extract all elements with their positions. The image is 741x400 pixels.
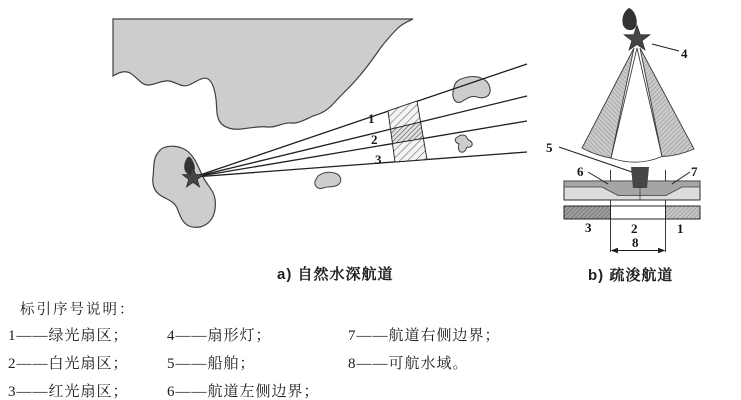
legend-item-red-sector: 3——红光扇区； [8,384,129,400]
label-6: 6 [577,164,584,179]
legend-item-sector-light: 4——扇形灯； [167,328,272,344]
label-sector-3: 3 [375,152,382,167]
legend-title: 标引序号说明： [20,302,136,318]
label-sector-1: 1 [368,111,375,126]
strip-white-sector [611,206,666,219]
label-8: 8 [632,235,639,250]
islet-shape [455,135,472,152]
label-strip-3: 3 [585,220,592,235]
legend-item-ship: 5——船舶； [167,356,256,372]
strip-red-sector [564,206,611,219]
legend-item-navigable-water: 8——可航水域。 [348,356,469,372]
legend-item-green-sector: 1——绿光扇区； [8,328,129,344]
label-strip-2: 2 [631,221,638,236]
ship-icon [631,167,649,188]
label-4: 4 [681,46,688,61]
strip-green-sector [666,206,701,219]
diagram-a-natural-channel [113,19,527,227]
label-sector-2: 2 [371,132,378,147]
label-strip-1: 1 [677,221,684,236]
caption-diagram-b: b) 疏浚航道 [588,267,674,284]
channel-band [388,101,427,162]
legend-item-left-boundary: 6——航道左侧边界； [167,384,320,400]
label-7: 7 [691,164,698,179]
leader-4 [652,44,679,51]
lighthouse-islet-shape [153,146,216,227]
legend-item-white-sector: 2——白光扇区； [8,356,129,372]
islet-shape [315,172,341,188]
diagram-b-dredged-channel [546,8,700,253]
legend-item-right-boundary: 7——航道右侧边界； [348,328,501,344]
label-5: 5 [546,140,553,155]
light-flame-icon [622,8,636,30]
caption-diagram-a: a) 自然水深航道 [277,266,394,283]
island-shape [453,77,490,103]
